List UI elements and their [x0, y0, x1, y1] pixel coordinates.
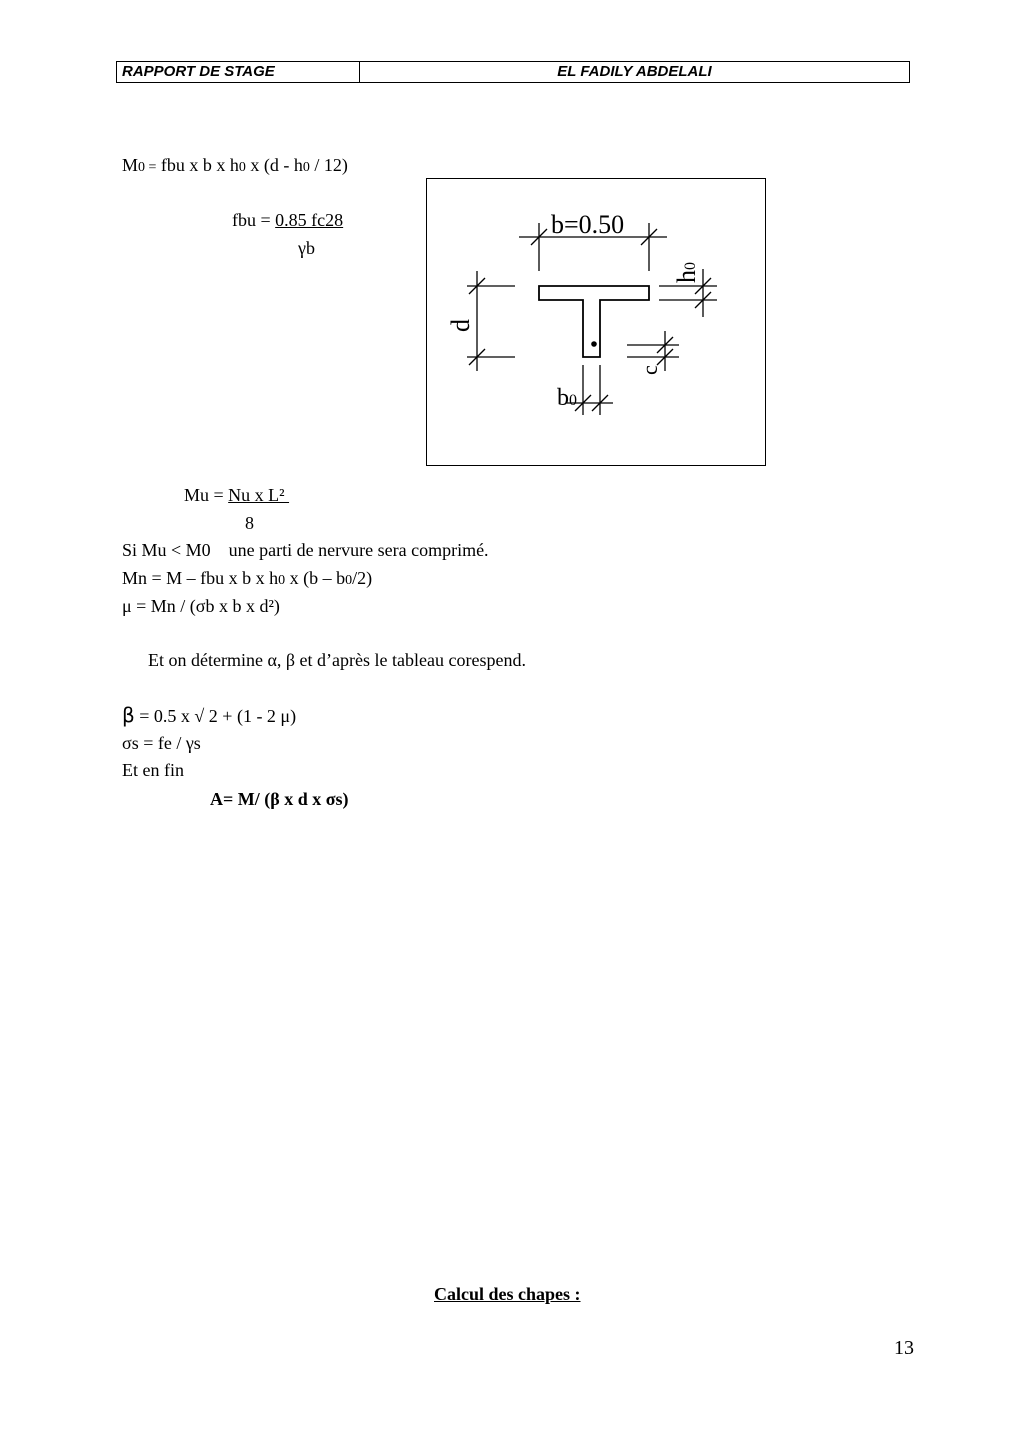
label-b0: b0	[557, 385, 577, 411]
formula-m0: M0 = fbu x b x h0 x (d - h0 / 12)	[122, 155, 348, 175]
label-h0: h0	[672, 262, 701, 283]
page-number: 13	[894, 1337, 914, 1359]
label-b: b=0.50	[551, 210, 625, 239]
label-c: c	[637, 365, 662, 375]
formula-mu: Mu = Nu x L²	[184, 485, 290, 505]
header-title: RAPPORT DE STAGE	[117, 62, 360, 82]
t-beam-diagram	[427, 179, 767, 467]
formula-mu-reduced: μ = Mn / (σb x b x d²)	[122, 596, 280, 616]
t-beam-figure	[426, 178, 766, 466]
formula-beta: β = 0.5 x √ 2 + (1 - 2 μ)	[122, 703, 297, 727]
header-author: EL FADILY ABDELALI	[557, 63, 712, 80]
fbu-denominator: γb	[298, 238, 315, 258]
label-d: d	[446, 319, 475, 332]
formula-mn: Mn = M – fbu x b x h0 x (b – b0/2)	[122, 568, 373, 588]
et-en-fin-text: Et en fin	[122, 760, 184, 780]
formula-sigma-s: σs = fe / γs	[122, 733, 201, 753]
reinforcement-bar	[591, 341, 597, 347]
condition-text: Si Mu < M0 une parti de nervure sera comprimé.	[122, 540, 489, 560]
mu-denominator: 8	[245, 513, 254, 533]
formula-fbu: fbu = 0.85 fc28	[232, 210, 344, 230]
section-title: Calcul des chapes :	[434, 1284, 581, 1304]
formula-area: A= M/ (β x d x σs)	[210, 789, 349, 809]
page-header	[116, 61, 910, 83]
fbu-numerator: 0.85 fc28	[275, 210, 344, 230]
mu-numerator: Nu x L²	[228, 485, 290, 505]
determine-text: Et on détermine α, β et d’après le tableau corespend.	[148, 650, 526, 670]
